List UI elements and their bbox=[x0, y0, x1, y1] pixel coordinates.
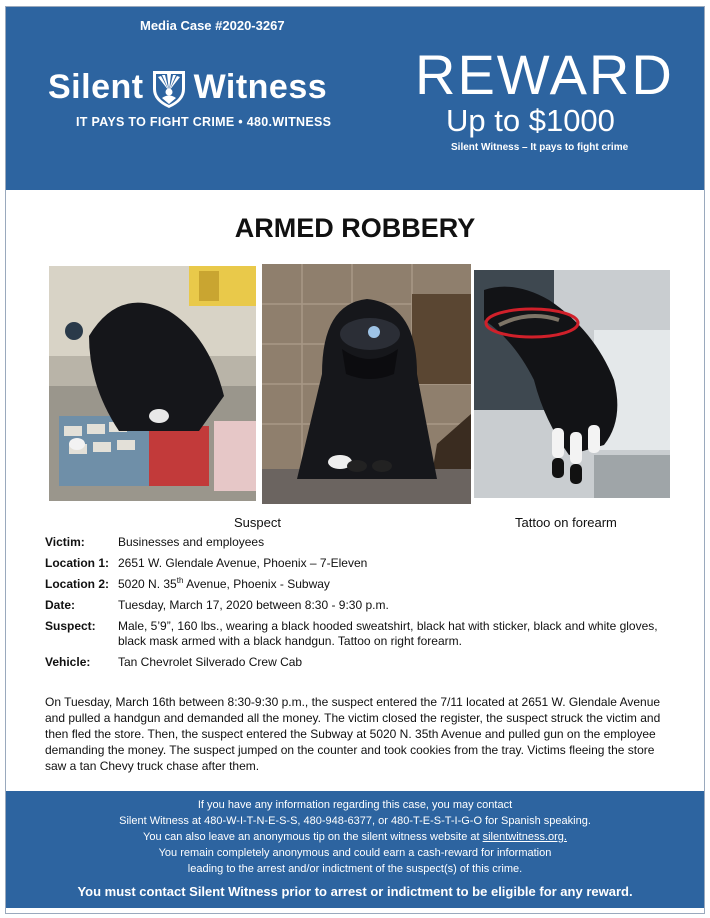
suspect-photo-counter bbox=[262, 264, 471, 504]
footer-line-2: Silent Witness at 480-W-I-T-N-E-S-S, 480-948-6377, or 480-T-E-S-T-I-G-O for Spanish speaking. bbox=[119, 815, 591, 827]
header-banner bbox=[6, 7, 704, 190]
logo-word-witness: Witness bbox=[193, 67, 328, 106]
media-case-number: Media Case #2020-3267 bbox=[140, 18, 285, 33]
footer-line-3-text: You can also leave an anonymous tip on the silent witness website at bbox=[143, 831, 483, 843]
detail-label: Date: bbox=[45, 598, 76, 612]
detail-location-1 bbox=[45, 556, 665, 571]
caption-tattoo: Tattoo on forearm bbox=[515, 515, 617, 530]
reward-amount: Up to $1000 bbox=[446, 103, 615, 138]
detail-suspect bbox=[45, 619, 665, 649]
detail-value: Tuesday, March 17, 2020 between 8:30 - 9:30 p.m. bbox=[118, 598, 389, 612]
detail-label: Vehicle: bbox=[45, 655, 91, 669]
detail-label: Victim: bbox=[45, 535, 85, 549]
detail-label: Location 1: bbox=[45, 556, 110, 570]
sunburst-shield-icon bbox=[150, 65, 188, 109]
suspect-photo-store bbox=[49, 266, 256, 501]
reward-title: REWARD bbox=[415, 43, 674, 106]
footer-line-5: leading to the arrest and/or indictment of the suspect(s) of this crime. bbox=[187, 863, 523, 875]
detail-label: Suspect: bbox=[45, 619, 96, 633]
detail-value: 2651 W. Glendale Avenue, Phoenix – 7-Eleven bbox=[118, 556, 368, 570]
case-narrative: On Tuesday, March 16th between 8:30-9:30 p.m., the suspect entered the 7/11 located at 2651 W. Glendale Avenue and pulled a handgun and demanded all the money. The victim closed the register, the suspect struck the victim and then fled the store. Then, the suspect entered the Subway at 5020 N. 35th Avenue and pulled gun on the employee demanding the money. The suspect jumped on the counter and took cookies from the tray. Victims fleeing the store saw a tan Chevy truck chase after them. bbox=[45, 695, 661, 773]
location-2-ordinal: th bbox=[176, 576, 184, 585]
crime-title: ARMED ROBBERY bbox=[234, 213, 476, 243]
detail-value: Businesses and employees bbox=[118, 535, 265, 549]
logo-word-silent: Silent bbox=[48, 67, 144, 106]
footer-banner bbox=[6, 791, 704, 908]
detail-value bbox=[118, 577, 665, 592]
detail-victim bbox=[45, 535, 665, 550]
reward-subtitle: Silent Witness – It pays to fight crime bbox=[451, 142, 629, 153]
caption-suspect: Suspect bbox=[234, 515, 281, 530]
detail-date bbox=[45, 598, 665, 613]
detail-location-2 bbox=[45, 577, 665, 592]
detail-vehicle bbox=[45, 655, 665, 670]
location-2-street: 5020 N. 35 bbox=[118, 577, 177, 591]
tattoo-photo bbox=[474, 270, 670, 498]
footer-line-4: You remain completely anonymous and could earn a cash-reward for information bbox=[158, 847, 552, 859]
detail-value: Male, 5’9”, 160 lbs., wearing a black hooded sweatshirt, black hat with sticker, black and white gloves, black mask armed with a black handgun. Tattoo on right forearm. bbox=[118, 619, 658, 648]
detail-label: Location 2: bbox=[45, 577, 110, 591]
footer-line-3 bbox=[6, 829, 704, 845]
case-details bbox=[45, 535, 665, 676]
logo-tagline: IT PAYS TO FIGHT CRIME • 480.WITNESS bbox=[76, 115, 332, 129]
detail-value: Tan Chevrolet Silverado Crew Cab bbox=[118, 655, 303, 669]
silent-witness-logo bbox=[48, 65, 376, 129]
website-link[interactable]: silentwitness.org. bbox=[482, 831, 567, 843]
footer-eligibility-notice: You must contact Silent Witness prior to arrest or indictment to be eligible for any reward. bbox=[77, 884, 633, 899]
footer-line-1: If you have any information regarding this case, you may contact bbox=[197, 799, 513, 811]
location-2-rest: Avenue, Phoenix - Subway bbox=[183, 577, 330, 591]
